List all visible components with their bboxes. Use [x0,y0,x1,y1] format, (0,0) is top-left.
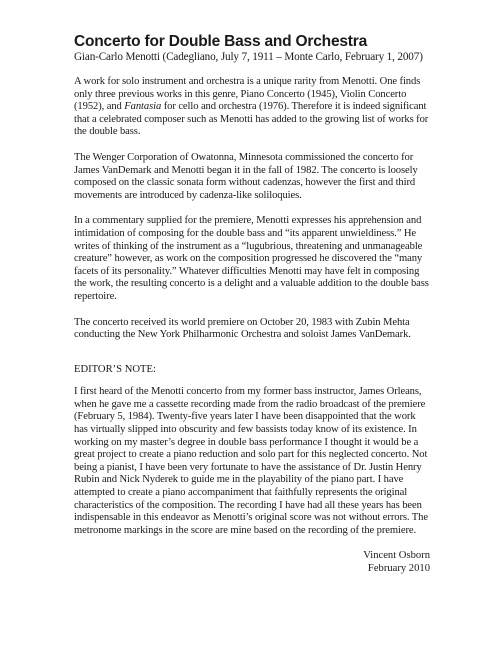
editor-note-heading: EDITOR’S NOTE: [74,363,156,375]
signature-block [74,550,430,575]
paragraph-intro-text-b: for cello and orchestra (1976). Therefore it is indeed significant that a celebrated composer such as Menotti has added to the growing list of works for the double bass. [74,101,429,138]
paragraph-commentary: In a commentary supplied for the premiere, Menotti expresses his apprehension and intimidation of composing for the double bass and “its apparent unwieldiness.” He writes of thinking of the instrument as a “lugubrious, threatening and unmanageable creature” however, as work on the composition progressed he discovered the “many facets of its personality.” Whatever difficulties Menotti may have felt in composing the work, the resulting concerto is a delight and a valuable addition to the double bass repertoire. [74,215,429,302]
editor-note-paragraph: I first heard of the Menotti concerto from my former bass instructor, James Orleans, when he gave me a cassette recording made from the radio broadcast of the premiere (February 5, 1984). Twenty-five years later I have been disappointed that the work has virtually slipped into obscurity and few bassists today know of its existence. In working on my master’s degree in double bass performance I thought it would be a great project to create a piano reduction and solo part for this neglected concerto. Not being a pianist, I have been very fortunate to have the assistance of Dr. Justin Henry Rubin and Nick Nyderek to guide me in the playability of the piano part. I have attempted to create a piano accompaniment that faithfully represents the original characteristics of the composition. The recording I have had all these years has been indispensable in this endeavor as Menotti’s original score was not without errors. The metronome markings in the score are mine based on the recording of the premiere. [74,386,428,536]
composer-line: Gian-Carlo Menotti (Cadegliano, July 7, 1911 – Monte Carlo, February 1, 2007) [74,51,423,63]
paragraph-commission: The Wenger Corporation of Owatonna, Minnesota commissioned the concerto for James VanDemark and Menotti began it in the fall of 1982. The concerto is loosely composed on the classic sonata form without cadenzas, however the first and third movements are introduced by cadenza-like soliloquies. [74,151,418,201]
work-title-fantasia: Fantasia [124,101,162,113]
paragraph-intro-text-a: A work for solo instrument and orchestra is a unique rarity from Menotti. One finds only three previous works in this genre, Piano Concerto (1945), Violin Concerto (1952), and [74,76,421,113]
document-title: Concerto for Double Bass and Orchestra [74,33,367,50]
paragraph-intro [74,76,430,139]
signature-name: Vincent Osborn [363,550,430,562]
paragraph-premiere: The concerto received its world premiere on October 20, 1983 with Zubin Mehta conducting the New York Philharmonic Orchestra and soloist James VanDemark. [74,316,411,341]
signature-date: February 2010 [367,563,430,574]
document-page [74,33,430,576]
